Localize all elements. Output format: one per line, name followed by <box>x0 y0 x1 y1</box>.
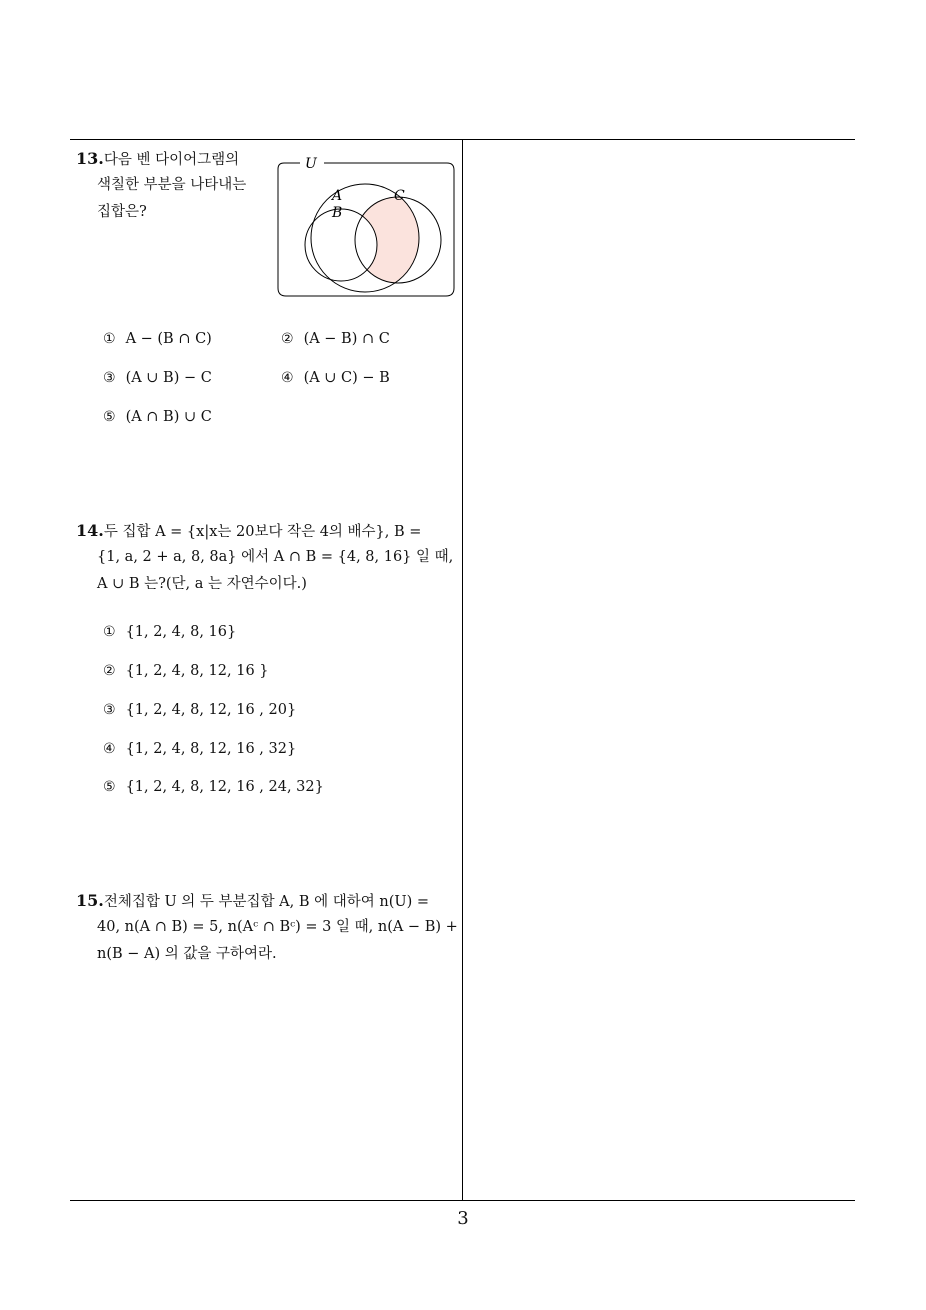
q13-number: 13. <box>76 149 104 168</box>
q15-number: 15. <box>76 891 104 910</box>
q13-line-3: 집합은? <box>97 204 147 220</box>
q13-choice-5[interactable]: ⑤ (A ∩ B) ∪ C <box>103 409 212 425</box>
q13-choice-3[interactable]: ③ (A ∪ B) − C <box>103 370 212 386</box>
venn-label-C: C <box>394 188 405 204</box>
q13-line-1: 13.다음 벤 다이어그램의 <box>76 149 240 168</box>
q13-choice-2[interactable]: ② (A − B) ∩ C <box>281 331 390 347</box>
venn-diagram <box>274 150 464 300</box>
q14-choice-1[interactable]: ① {1, 2, 4, 8, 16} <box>103 624 237 640</box>
q15-line-3: n(B − A) 의 값을 구하여라. <box>97 946 277 962</box>
q14-number: 14. <box>76 521 104 540</box>
page-number: 3 <box>457 1208 469 1229</box>
venn-label-B: B <box>332 205 343 221</box>
venn-label-U: U <box>305 156 317 172</box>
q13-choice-4[interactable]: ④ (A ∪ C) − B <box>281 370 390 386</box>
q14-line-3: A ∪ B 는?(단, a 는 자연수이다.) <box>97 576 307 592</box>
q14-line-2: {1, a, 2 + a, 8, 8a} 에서 A ∩ B = {4, 8, 16} 일 때, <box>97 549 454 565</box>
q14-line-1: 14.두 집합 A = {x|x는 20보다 작은 4의 배수}, B = <box>76 521 422 540</box>
q14-choice-4[interactable]: ④ {1, 2, 4, 8, 12, 16 , 32} <box>103 741 297 757</box>
q13-choice-1[interactable]: ① A − (B ∩ C) <box>103 331 212 347</box>
q15-line-2: 40, n(A ∩ B) = 5, n(Aᶜ ∩ Bᶜ) = 3 일 때, n(A − B) + <box>97 919 458 935</box>
q13-line-2: 색칠한 부분을 나타내는 <box>97 177 247 193</box>
q14-choice-5[interactable]: ⑤ {1, 2, 4, 8, 12, 16 , 24, 32} <box>103 779 324 795</box>
q14-choice-2[interactable]: ② {1, 2, 4, 8, 12, 16 } <box>103 663 269 679</box>
venn-label-A: A <box>332 188 343 204</box>
q14-choice-3[interactable]: ③ {1, 2, 4, 8, 12, 16 , 20} <box>103 702 297 718</box>
q15-line-1: 15.전체집합 U 의 두 부분집합 A, B 에 대하여 n(U) = <box>76 891 430 910</box>
